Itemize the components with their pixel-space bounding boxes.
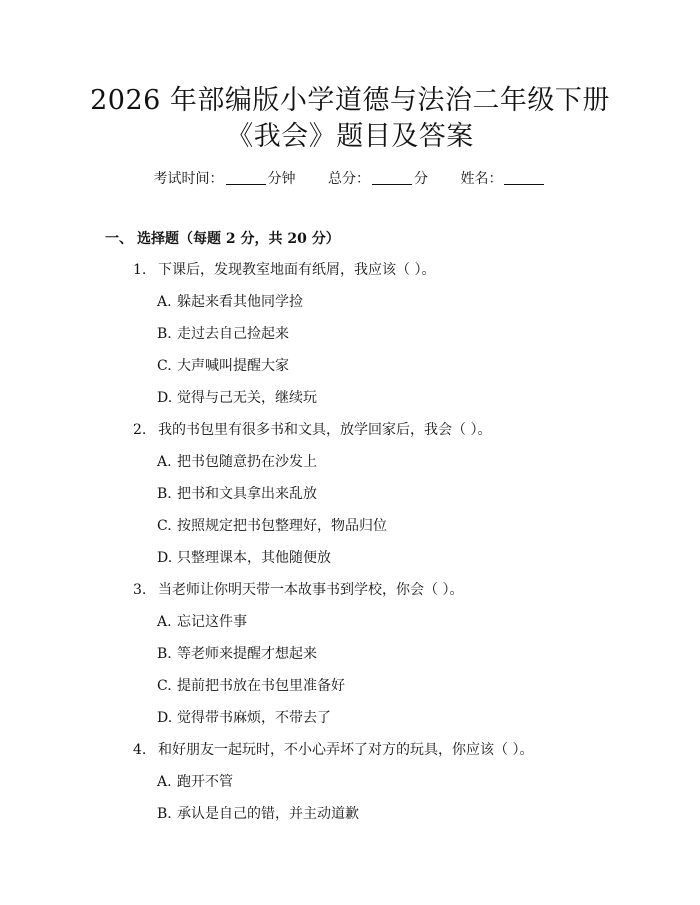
option-text: 忘记这件事 bbox=[177, 614, 247, 630]
name-label: 姓名： bbox=[460, 171, 503, 187]
question-2 bbox=[133, 420, 491, 440]
option-1b bbox=[157, 324, 289, 344]
option-1a bbox=[157, 292, 303, 312]
option-text: 走过去自己捡起来 bbox=[177, 326, 289, 342]
exam-meta bbox=[0, 169, 700, 189]
option-letter: D. bbox=[157, 550, 173, 566]
total-score-blank bbox=[372, 170, 412, 185]
option-text: 觉得带书麻烦，不带去了 bbox=[177, 710, 331, 726]
option-text: 把书和文具拿出来乱放 bbox=[177, 486, 317, 502]
question-number: 3. bbox=[133, 582, 147, 598]
name-field bbox=[460, 169, 546, 189]
option-letter: B. bbox=[157, 326, 172, 342]
question-4 bbox=[133, 740, 533, 760]
document-title-line1: 2026 年部编版小学道德与法治二年级下册 bbox=[90, 85, 610, 116]
option-text: 承认是自己的错，并主动道歉 bbox=[177, 806, 359, 822]
option-letter: D. bbox=[157, 390, 173, 406]
option-text: 把书包随意扔在沙发上 bbox=[177, 454, 317, 470]
question-text: 和好朋友一起玩时，不小心弄坏了对方的玩具，你应该（ ）。 bbox=[158, 742, 534, 758]
option-letter: C. bbox=[157, 678, 172, 694]
option-4b bbox=[157, 804, 359, 824]
option-text: 按照规定把书包整理好，物品归位 bbox=[177, 518, 387, 534]
option-text: 只整理课本，其他随便放 bbox=[177, 550, 331, 566]
question-number: 4. bbox=[133, 742, 147, 758]
option-letter: A. bbox=[157, 454, 172, 470]
question-1 bbox=[133, 260, 435, 280]
option-letter: A. bbox=[157, 614, 172, 630]
option-3d bbox=[157, 708, 331, 728]
option-4a bbox=[157, 772, 233, 792]
question-text: 我的书包里有很多书和文具，放学回家后，我会（ ）。 bbox=[158, 422, 492, 438]
option-text: 大声喊叫提醒大家 bbox=[177, 358, 289, 374]
total-score-unit: 分 bbox=[414, 171, 428, 187]
option-text: 躲起来看其他同学捡 bbox=[177, 294, 303, 310]
option-text: 跑开不管 bbox=[177, 774, 233, 790]
question-number: 1. bbox=[133, 262, 147, 278]
question-text: 当老师让你明天带一本故事书到学校，你会（ ）。 bbox=[158, 582, 464, 598]
option-text: 等老师来提醒才想起来 bbox=[177, 646, 317, 662]
option-3b bbox=[157, 644, 317, 664]
option-2d bbox=[157, 548, 331, 568]
option-letter: A. bbox=[157, 774, 172, 790]
option-1d bbox=[157, 388, 317, 408]
option-letter: C. bbox=[157, 518, 172, 534]
exam-time-blank bbox=[226, 170, 266, 185]
option-letter: C. bbox=[157, 358, 172, 374]
question-3 bbox=[133, 580, 463, 600]
section-title: 选择题（每题 2 分，共 20 分） bbox=[137, 231, 340, 247]
exam-time-field bbox=[154, 169, 296, 189]
question-text: 下课后，发现教室地面有纸屑，我应该（ ）。 bbox=[158, 262, 436, 278]
question-number: 2. bbox=[133, 422, 147, 438]
option-letter: B. bbox=[157, 806, 172, 822]
option-2b bbox=[157, 484, 317, 504]
exam-time-label: 考试时间： bbox=[153, 171, 224, 187]
option-letter: D. bbox=[157, 710, 173, 726]
option-letter: B. bbox=[157, 646, 172, 662]
option-1c bbox=[157, 356, 289, 376]
option-2c bbox=[157, 516, 387, 536]
option-letter: A. bbox=[157, 294, 172, 310]
document-title-line2: 《我会》题目及答案 bbox=[226, 121, 474, 152]
option-text: 提前把书放在书包里准备好 bbox=[177, 678, 345, 694]
name-blank bbox=[504, 170, 544, 185]
total-score-field bbox=[328, 169, 428, 189]
option-text: 觉得与己无关，继续玩 bbox=[177, 390, 317, 406]
section-number: 一、 bbox=[105, 231, 133, 247]
option-letter: B. bbox=[157, 486, 172, 502]
option-3a bbox=[157, 612, 247, 632]
option-2a bbox=[157, 452, 317, 472]
section-heading bbox=[105, 229, 340, 249]
option-3c bbox=[157, 676, 345, 696]
total-score-label: 总分： bbox=[328, 171, 370, 187]
exam-time-unit: 分钟 bbox=[267, 171, 296, 187]
